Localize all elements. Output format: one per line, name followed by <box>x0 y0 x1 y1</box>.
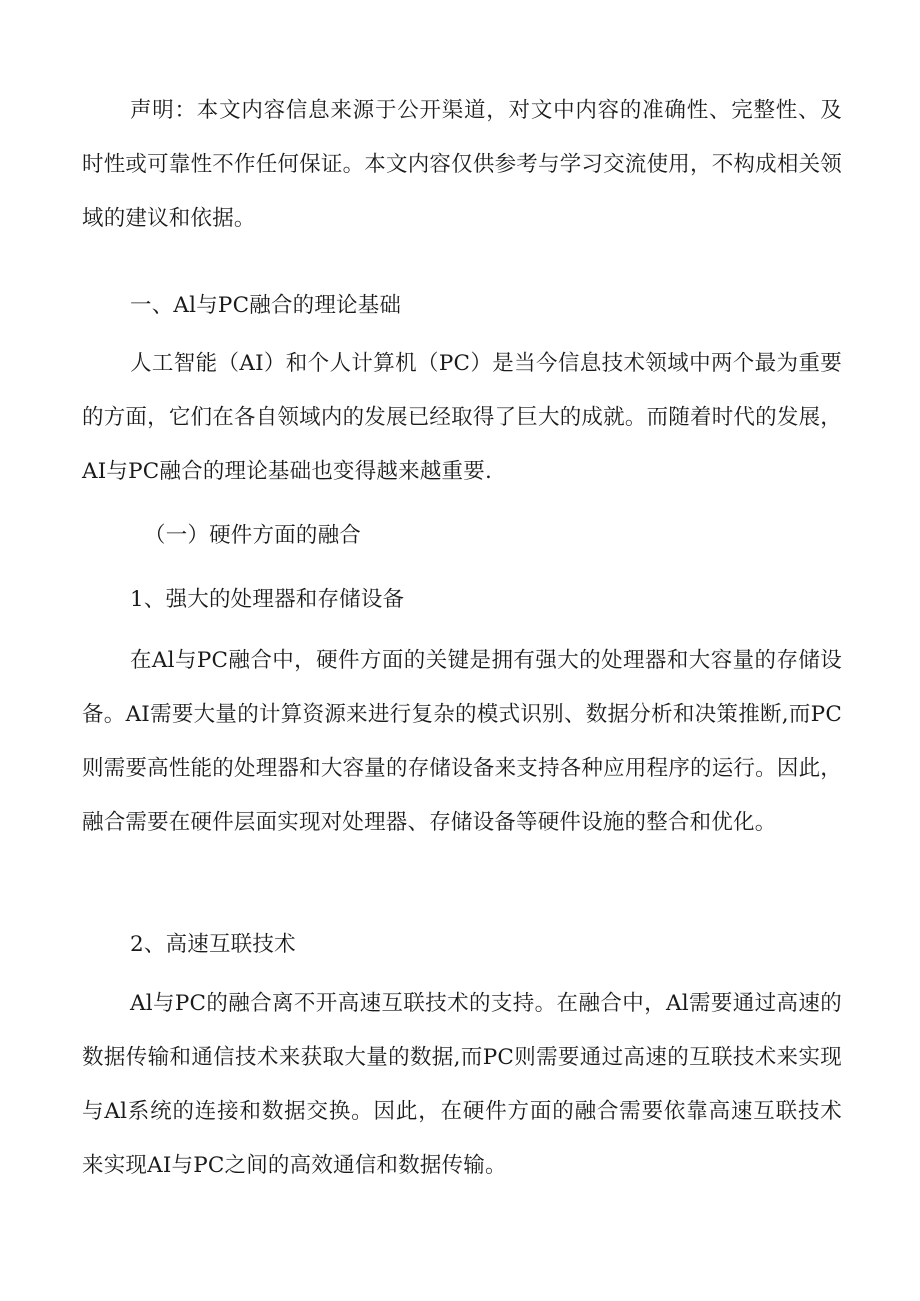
item-heading-2: 2、高速互联技术 <box>130 932 296 957</box>
item-heading-1: 1、强大的处理器和存储设备 <box>130 587 405 612</box>
section-heading: 一、Al与PC融合的理论基础 <box>130 293 402 318</box>
item-body-paragraph-1: 在Al与PC融合中，硬件方面的关键是拥有强大的处理器和大容量的存储设备。AI需要大量的计算资源来进行复杂的模式识别、数据分析和决策推断,而PC则需要高性能的处理器和大容量的存储设备来支持各种应用程序的运行。因此，融合需要在硬件层面实现对处理器、存储设备等硬件设施的整合和优化。 <box>82 648 842 835</box>
section-intro-paragraph: 人工智能（AI）和个人计算机（PC）是当今信息技术领域中两个最为重要的方面，它们在各自领域内的发展已经取得了巨大的成就。而随着时代的发展，AI与PC融合的理论基础也变得越来越重要. <box>82 351 842 484</box>
disclaimer-paragraph: 声明：本文内容信息来源于公开渠道，对文中内容的准确性、完整性、及时性或可靠性不作任何保证。本文内容仅供参考与学习交流使用，不构成相关领域的建议和依据。 <box>82 98 842 231</box>
subsection-heading: （一）硬件方面的融合 <box>144 523 362 548</box>
item-body-paragraph-2: Al与PC的融合离不开高速互联技术的支持。在融合中，Al需要通过高速的数据传输和通信技术来获取大量的数据,而PC则需要通过高速的互联技术来实现与Al系统的连接和数据交换。因此，在硬件方面的融合需要依靠高速互联技术来实现AI与PC之间的高效通信和数据传输。 <box>82 991 842 1178</box>
